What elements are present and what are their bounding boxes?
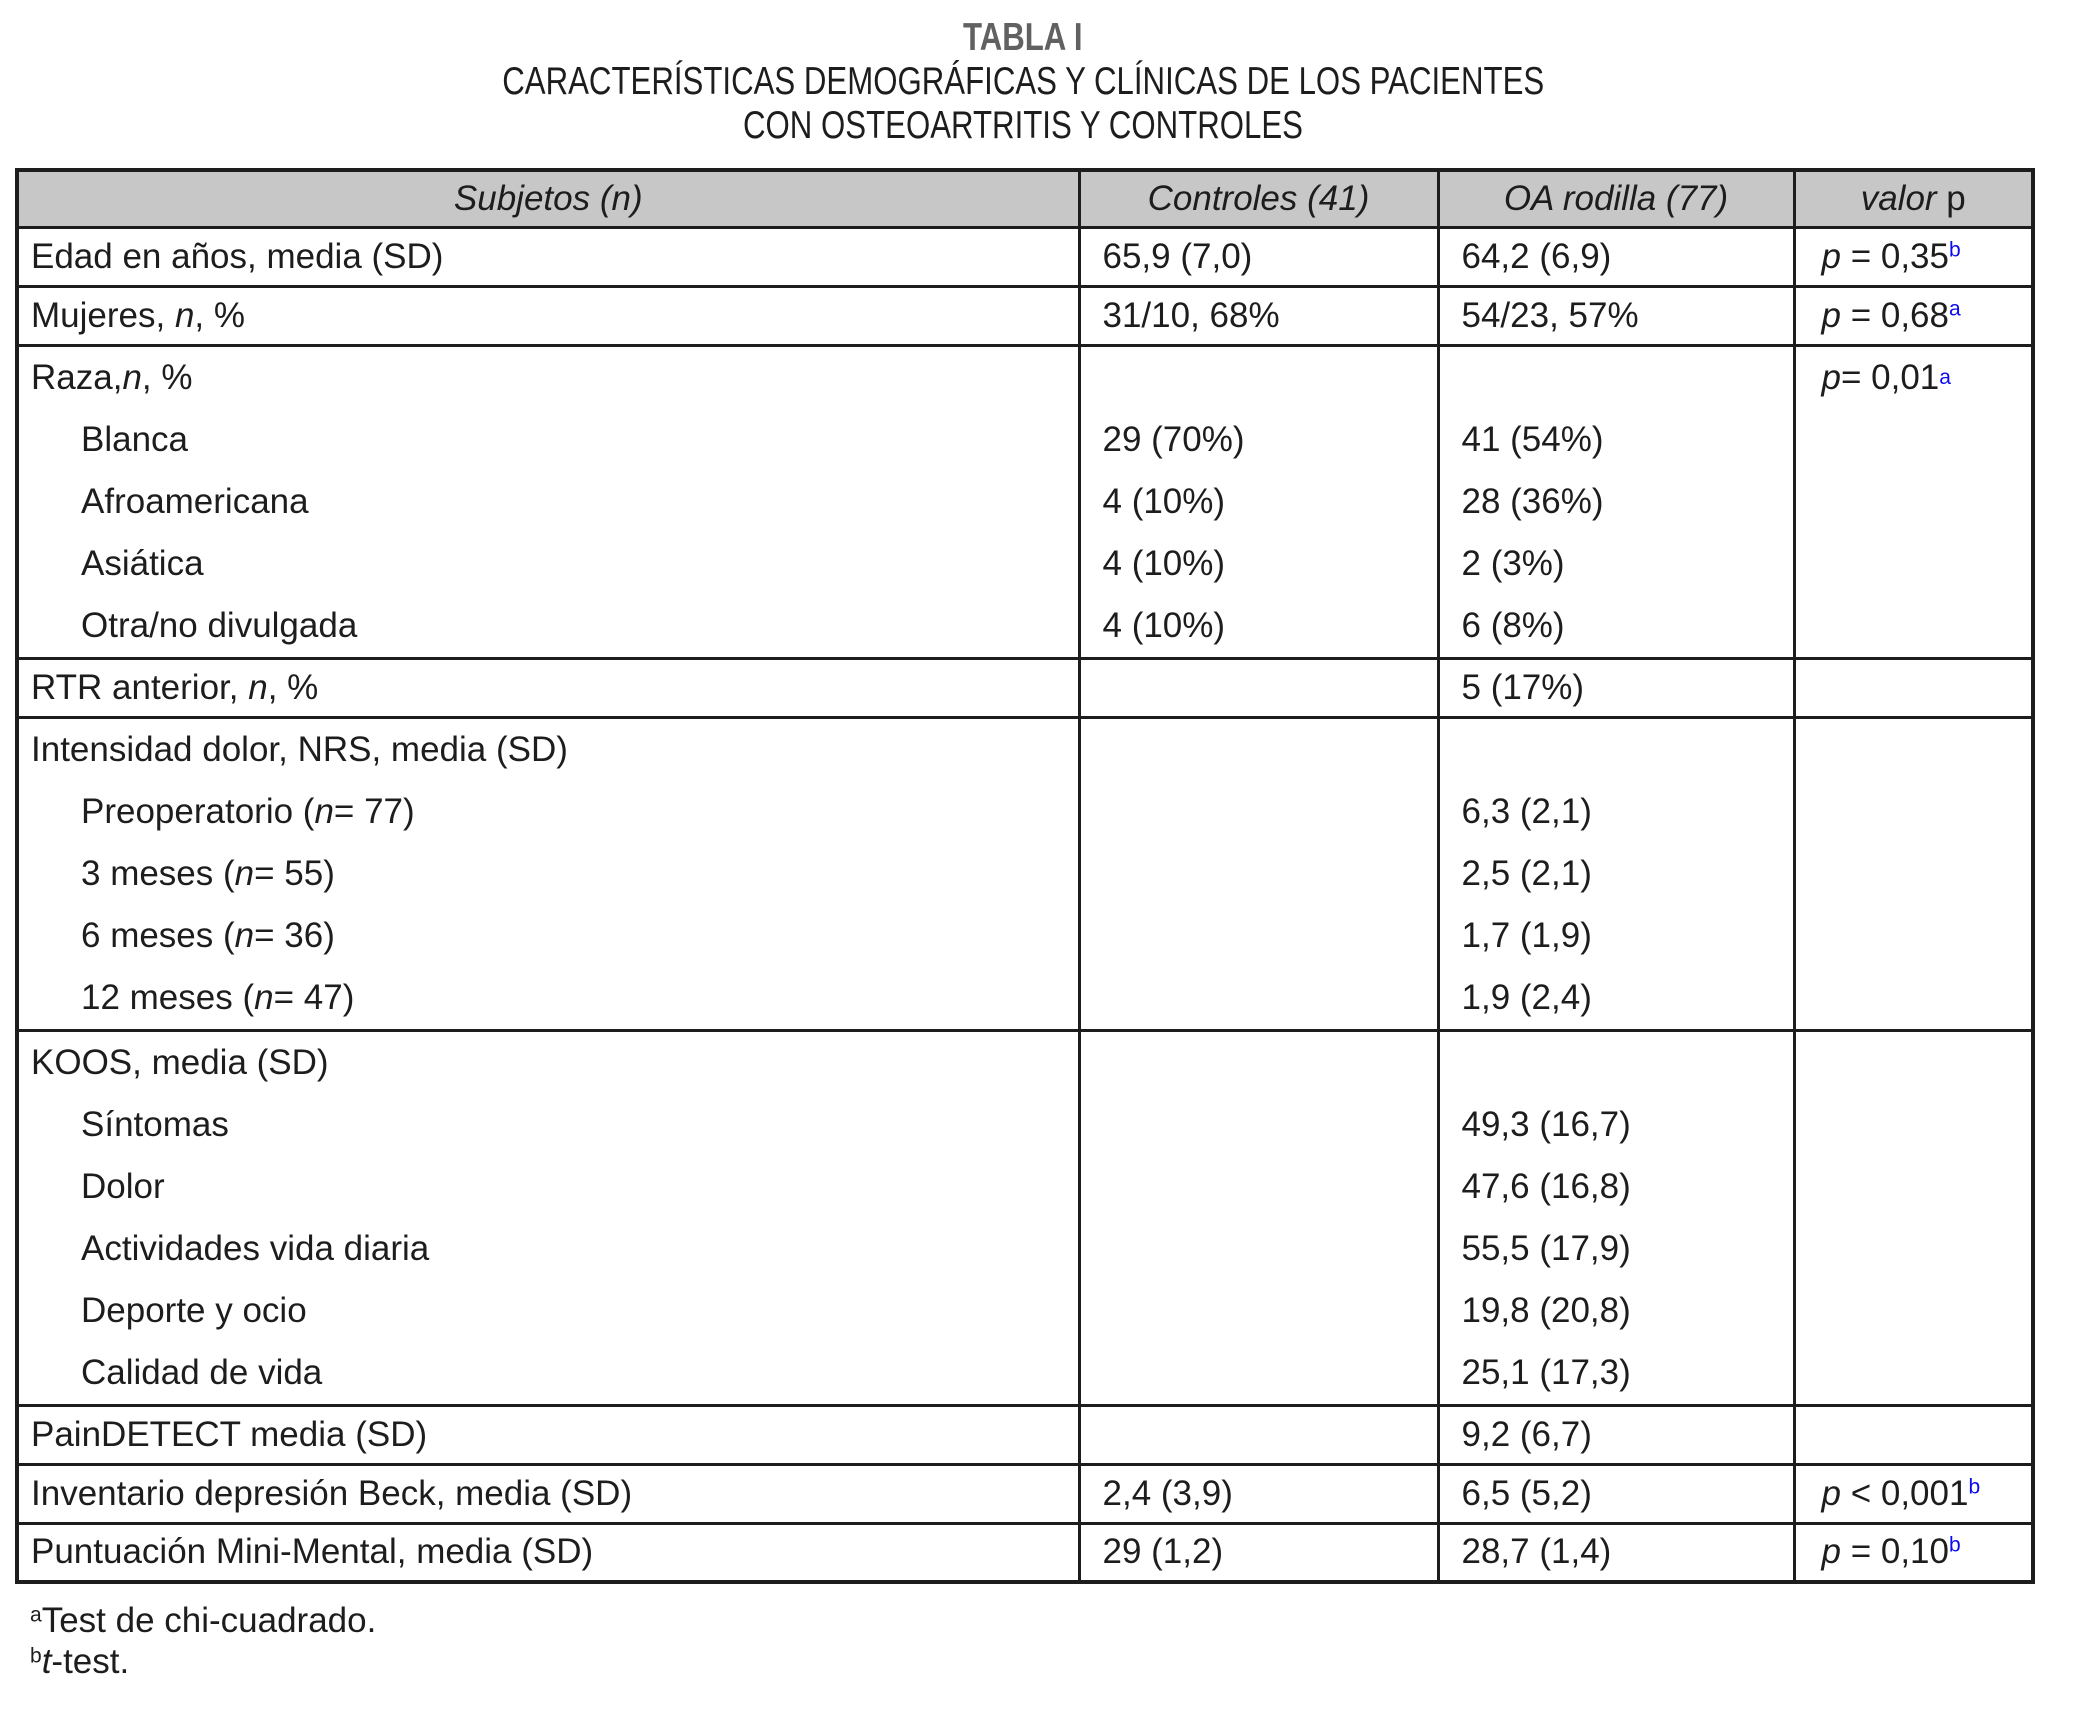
cell-minimental-oa: 28,7 (1,4) xyxy=(1438,1523,1794,1582)
cell-nrs-3m-oa: 2,5 (2,1) xyxy=(1461,853,1592,893)
header-row xyxy=(17,170,2033,227)
cell-mujeres-controles: 31/10, 68% xyxy=(1079,286,1438,345)
cell-rtr-p xyxy=(1794,658,2033,717)
column-header-oa-knee: OA rodilla (77) xyxy=(1438,170,1794,227)
cell-rtr-controles xyxy=(1079,658,1438,717)
cell-koos-controles-group xyxy=(1079,1030,1438,1405)
cell-nrs-label-group xyxy=(17,717,1079,1030)
cell-edad-label: Edad en años, media (SD) xyxy=(17,227,1079,286)
table-row-edad xyxy=(17,227,2033,286)
table-subtitle-line1-text: CARACTERÍSTICAS DEMOGRÁFICAS Y CLÍNICAS DE LOS PACIENTES xyxy=(502,60,1544,103)
cell-raza-oa-spacer xyxy=(1462,347,1787,409)
cell-paindetect-p xyxy=(1794,1405,2033,1464)
cell-koos-avd-label: Actividades vida diaria xyxy=(81,1228,430,1268)
cell-beck-oa: 6,5 (5,2) xyxy=(1438,1464,1794,1523)
cell-rtr-label: RTR anterior, n, % xyxy=(17,658,1079,717)
cell-raza-asiatica-oa: 2 (3%) xyxy=(1461,543,1565,583)
cell-raza-oa-group xyxy=(1438,345,1794,658)
cell-edad-p: p = 0,35$^b$ xyxy=(1794,227,2033,286)
table-row-paindetect xyxy=(17,1405,2033,1464)
table-subtitle-line2 xyxy=(15,104,2031,148)
cell-nrs-preop-label: Preoperatorio ( n = 77) xyxy=(81,791,415,831)
cell-koos-deporte-label: Deporte y ocio xyxy=(81,1290,307,1330)
footnote-a: $^a$Test de chi-cuadrado. xyxy=(30,1601,377,1640)
cell-minimental-label: Puntuación Mini-Mental, media (SD) xyxy=(17,1523,1079,1582)
cell-raza-blanca-label: Blanca xyxy=(81,419,189,459)
cell-raza-p-group xyxy=(1794,345,2033,658)
cell-beck-label: Inventario depresión Beck, media (SD) xyxy=(17,1464,1079,1523)
cell-minimental-controles: 29 (1,2) xyxy=(1079,1523,1438,1582)
cell-koos-dolor-oa: 47,6 (16,8) xyxy=(1461,1166,1631,1206)
cell-edad-oa: 64,2 (6,9) xyxy=(1438,227,1794,286)
table-subtitle-line2-text: CON OSTEOARTRITIS Y CONTROLES xyxy=(743,104,1303,147)
cell-raza-p: p = 0,01 a xyxy=(1821,357,1951,397)
cell-nrs-6m-label: 6 meses ( n = 36) xyxy=(81,915,335,955)
table-row-nrs xyxy=(17,717,2033,1030)
cell-rtr-oa: 5 (17%) xyxy=(1438,658,1794,717)
table-row-mujeres xyxy=(17,286,2033,345)
cell-nrs-oa-spacer xyxy=(1462,719,1787,781)
cell-nrs-label: Intensidad dolor, NRS, media (SD) xyxy=(31,729,568,769)
cell-koos-avd-oa: 55,5 (17,9) xyxy=(1461,1228,1631,1268)
table-title-text: TABLA I xyxy=(963,16,1083,59)
cell-koos-calidad-label: Calidad de vida xyxy=(81,1352,323,1392)
cell-raza-asiatica-controles: 4 (10%) xyxy=(1102,543,1226,583)
cell-raza-otra-oa: 6 (8%) xyxy=(1461,605,1565,645)
cell-mujeres-oa: 54/23, 57% xyxy=(1438,286,1794,345)
table-subtitle-line1 xyxy=(15,60,2031,104)
cell-raza-afroamericana-label: Afroamericana xyxy=(81,481,309,521)
cell-paindetect-controles xyxy=(1079,1405,1438,1464)
cell-raza-controles-group xyxy=(1079,345,1438,658)
column-header-controls: Controles (41) xyxy=(1079,170,1438,227)
cell-raza-label: Raza, n , % xyxy=(31,357,193,397)
cell-koos-oa-group xyxy=(1438,1030,1794,1405)
cell-raza-controles-spacer xyxy=(1103,347,1431,409)
table-title xyxy=(15,16,2031,60)
cell-raza-afroamericana-oa: 28 (36%) xyxy=(1461,481,1604,521)
demographics-table xyxy=(15,168,2035,1584)
cell-raza-label-group xyxy=(17,345,1079,658)
cell-beck-controles: 2,4 (3,9) xyxy=(1079,1464,1438,1523)
column-header-subjects: Subjetos (n) xyxy=(17,170,1079,227)
cell-raza-afroamericana-controles: 4 (10%) xyxy=(1102,481,1226,521)
cell-nrs-6m-oa: 1,7 (1,9) xyxy=(1461,915,1592,955)
cell-nrs-p xyxy=(1794,717,2033,1030)
cell-koos-calidad-oa: 25,1 (17,3) xyxy=(1461,1352,1631,1392)
table-row-koos xyxy=(17,1030,2033,1405)
cell-nrs-preop-oa: 6,3 (2,1) xyxy=(1461,791,1592,831)
cell-nrs-controles-group xyxy=(1079,717,1438,1030)
title-block xyxy=(15,16,2031,148)
cell-koos-sintomas-oa: 49,3 (16,7) xyxy=(1461,1104,1631,1144)
table-row-minimental xyxy=(17,1523,2033,1582)
cell-koos-sintomas-label: Síntomas xyxy=(81,1104,229,1144)
table-row-rtr xyxy=(17,658,2033,717)
cell-mujeres-label: Mujeres, n, % xyxy=(17,286,1079,345)
cell-koos-p xyxy=(1794,1030,2033,1405)
cell-koos-dolor-label: Dolor xyxy=(81,1166,165,1206)
cell-paindetect-label: PainDETECT media (SD) xyxy=(17,1405,1079,1464)
cell-nrs-12m-oa: 1,9 (2,4) xyxy=(1461,977,1592,1017)
footnotes xyxy=(30,1600,2087,1682)
column-header-p-value: valor p xyxy=(1794,170,2033,227)
cell-koos-label-group xyxy=(17,1030,1079,1405)
cell-beck-p: p < 0,001$^b$ xyxy=(1794,1464,2033,1523)
cell-koos-label: KOOS, media (SD) xyxy=(31,1042,329,1082)
cell-minimental-p: p = 0,10$^b$ xyxy=(1794,1523,2033,1582)
cell-mujeres-p: p = 0,68$^a$ xyxy=(1794,286,2033,345)
cell-raza-blanca-controles: 29 (70%) xyxy=(1102,419,1245,459)
cell-koos-deporte-oa: 19,8 (20,8) xyxy=(1461,1290,1631,1330)
cell-edad-controles: 65,9 (7,0) xyxy=(1079,227,1438,286)
cell-paindetect-oa: 9,2 (6,7) xyxy=(1438,1405,1794,1464)
cell-nrs-oa-group xyxy=(1438,717,1794,1030)
cell-raza-blanca-oa: 41 (54%) xyxy=(1461,419,1604,459)
footnote-b: $^b$t-test. xyxy=(30,1642,130,1681)
cell-nrs-12m-label: 12 meses ( n = 47) xyxy=(81,977,355,1017)
page xyxy=(0,16,2087,1719)
cell-nrs-3m-label: 3 meses ( n = 55) xyxy=(81,853,335,893)
table-row-raza xyxy=(17,345,2033,658)
cell-raza-asiatica-label: Asiática xyxy=(81,543,204,583)
cell-koos-oa-spacer xyxy=(1462,1032,1787,1094)
cell-raza-otra-controles: 4 (10%) xyxy=(1102,605,1226,645)
table-row-beck xyxy=(17,1464,2033,1523)
cell-raza-otra-label: Otra/no divulgada xyxy=(81,605,358,645)
